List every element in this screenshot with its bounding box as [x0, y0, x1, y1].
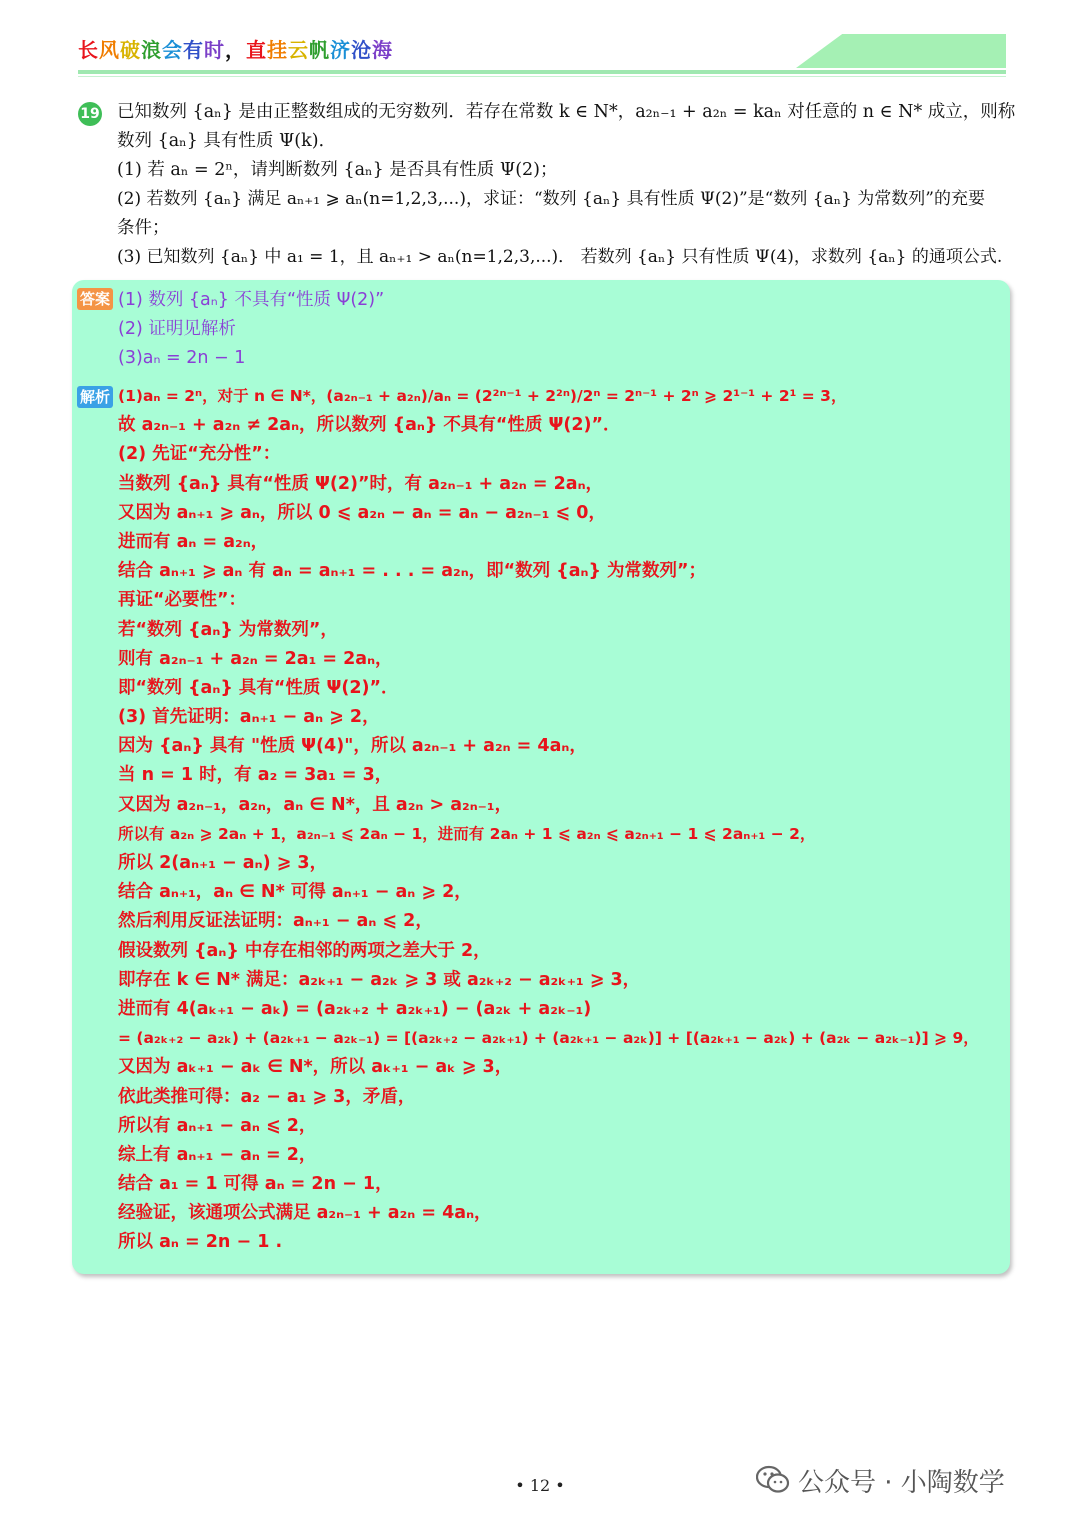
header-motto-char: 浪: [141, 38, 162, 62]
header-motto-char: 海: [372, 38, 393, 62]
problem-number-badge: 19: [78, 102, 102, 126]
answer-tag: 答案: [77, 288, 113, 310]
explanation-line: (2) 先证“充分性”：: [118, 444, 281, 465]
answer-tag-wrap: [77, 288, 113, 310]
explanation-line: (1)aₙ = 2ⁿ，对于 n ∈ N*，(a₂ₙ₋₁ + a₂ₙ)/aₙ = (2²ⁿ⁻¹ + 2²ⁿ)/2ⁿ = 2ⁿ⁻¹ + 2ⁿ ⩾ 2¹⁻¹ + 2¹ = 3，: [118, 387, 847, 405]
explanation-line: 进而有 4(aₖ₊₁ − aₖ) = (a₂ₖ₊₂ + a₂ₖ₊₁) − (a₂ₖ + a₂ₖ₋₁): [118, 998, 592, 1019]
header-motto-char: 有: [183, 38, 204, 62]
header-divider-thin: [78, 76, 1006, 77]
explanation-line: 又因为 aₖ₊₁ − aₖ ∈ N*，所以 aₖ₊₁ − aₖ ⩾ 3，: [118, 1057, 513, 1078]
solution-panel: [72, 280, 1010, 1274]
header-decoration: [796, 34, 1006, 68]
problem-line: 数列 {aₙ} 具有性质 Ψ(k)．: [117, 131, 337, 151]
explanation-line: 若“数列 {aₙ} 为常数列”，: [118, 619, 338, 640]
header-motto-char: 会: [162, 38, 183, 62]
header-divider: [78, 70, 1006, 74]
answer-line: (1) 数列 {aₙ} 不具有“性质 Ψ(2)”: [118, 290, 385, 310]
explanation-line: 综上有 aₙ₊₁ − aₙ = 2，: [118, 1144, 317, 1165]
explanation-line: 当数列 {aₙ} 具有“性质 Ψ(2)”时，有 a₂ₙ₋₁ + a₂ₙ = 2aₙ，: [118, 473, 604, 494]
header-motto-char: ，: [225, 38, 246, 62]
header-motto-char: 直: [246, 38, 267, 62]
explanation-line: 进而有 aₙ = a₂ₙ，: [118, 531, 269, 552]
header-motto-char: 云: [288, 38, 309, 62]
explanation-line: 然后利用反证法证明：aₙ₊₁ − aₙ ⩽ 2，: [118, 911, 433, 932]
explanation-section: [118, 382, 979, 1258]
problem-line: 条件；: [117, 218, 170, 238]
answer-line: (3)aₙ = 2n − 1: [118, 348, 246, 369]
explanation-line: 所以 2(aₙ₊₁ − aₙ) ⩾ 3，: [118, 853, 328, 873]
problem-line: (1) 若 aₙ = 2ⁿ，请判断数列 {aₙ} 是否具有性质 Ψ(2)；: [117, 160, 558, 180]
explanation-line: 又因为 aₙ₊₁ ⩾ aₙ，所以 0 ⩽ a₂ₙ − aₙ = aₙ − a₂ₙ₋₁ ⩽ 0，: [118, 502, 606, 523]
header-motto-char: 帆: [309, 38, 330, 62]
problem-line: 已知数列 {aₙ} 是由正整数组成的无穷数列．若存在常数 k ∈ N*，a₂ₙ₋₁ + a₂ₙ = kaₙ 对任意的 n ∈ N* 成立，则称: [117, 102, 1016, 122]
explanation-line: 所以 aₙ = 2n − 1 .: [118, 1232, 283, 1253]
answer-section: [118, 286, 384, 374]
explanation-line: 结合 aₙ₊₁ ⩾ aₙ 有 aₙ = aₙ₊₁ = . . . = a₂ₙ，即“数列 {aₙ} 为常数列”；: [118, 561, 707, 582]
watermark: [756, 1462, 1005, 1502]
answer-line: (2) 证明见解析: [118, 319, 236, 340]
problem-line: (3) 已知数列 {aₙ} 中 a₁ = 1，且 aₙ₊₁ > aₙ(n=1,2,3,...)． 若数列 {aₙ} 只有性质 Ψ(4)，求数列 {aₙ} 的通项公式.: [117, 247, 1003, 267]
explanation-tag: 解析: [77, 386, 113, 408]
explanation-line: (3) 首先证明：aₙ₊₁ − aₙ ⩾ 2，: [118, 707, 380, 728]
header-motto-char: 挂: [267, 38, 288, 62]
explanation-line: 又因为 a₂ₙ₋₁，a₂ₙ，aₙ ∈ N*，且 a₂ₙ > a₂ₙ₋₁，: [118, 794, 513, 815]
header-motto-char: 长: [78, 38, 99, 62]
header-motto: [78, 34, 393, 63]
explanation-line: 假设数列 {aₙ} 中存在相邻的两项之差大于 2，: [118, 940, 491, 961]
wechat-icon: [756, 1465, 790, 1502]
header-motto-char: 破: [120, 38, 141, 62]
explanation-line: 所以有 aₙ₊₁ − aₙ ⩽ 2，: [118, 1115, 317, 1136]
watermark-text: 公众号 · 小陶数学: [798, 1468, 1005, 1498]
explanation-line: = (a₂ₖ₊₂ − a₂ₖ) + (a₂ₖ₊₁ − a₂ₖ₋₁) = [(a₂ₖ₊₂ − a₂ₖ₊₁) + (a₂ₖ₊₁ − a₂ₖ)] + [(a₂ₖ₊₁ − a₂ₖ) + (a₂ₖ − a₂ₖ₋₁)] ⩾ 9，: [118, 1029, 979, 1048]
explanation-line: 结合 aₙ₊₁，aₙ ∈ N* 可得 aₙ₊₁ − aₙ ⩾ 2，: [118, 882, 472, 903]
header-motto-char: 沧: [351, 38, 372, 62]
explanation-line: 再证“必要性”：: [118, 590, 247, 611]
explanation-line: 因为 {aₙ} 具有 "性质 Ψ(4)"，所以 a₂ₙ₋₁ + a₂ₙ = 4aₙ，: [118, 736, 587, 757]
header-motto-char: 时: [204, 38, 225, 62]
header-motto-char: 济: [330, 38, 351, 62]
explanation-line: 即存在 k ∈ N* 满足：a₂ₖ₊₁ − a₂ₖ ⩾ 3 或 a₂ₖ₊₂ − a₂ₖ₊₁ ⩾ 3，: [118, 969, 641, 990]
explanation-line: 所以有 a₂ₙ ⩾ 2aₙ + 1，a₂ₙ₋₁ ⩽ 2aₙ − 1，进而有 2aₙ + 1 ⩽ a₂ₙ ⩽ a₂ₙ₊₁ − 1 ⩽ 2aₙ₊₁ − 2，: [118, 824, 816, 843]
page-number: • 12 •: [515, 1476, 565, 1495]
explanation-line: 依此类推可得：a₂ − a₁ ⩾ 3，矛盾，: [118, 1086, 416, 1107]
explanation-line: 当 n = 1 时，有 a₂ = 3a₁ = 3，: [118, 765, 393, 786]
problem-line: (2) 若数列 {aₙ} 满足 aₙ₊₁ ⩾ aₙ(n=1,2,3,...)，求证：“数列 {aₙ} 具有性质 Ψ(2)”是“数列 {aₙ} 为常数列”的充要: [117, 189, 985, 209]
problem-statement: [78, 98, 1016, 272]
explanation-line: 即“数列 {aₙ} 具有“性质 Ψ(2)”．: [118, 677, 399, 698]
explanation-tag-wrap: [77, 386, 113, 408]
explanation-line: 经验证，该通项公式满足 a₂ₙ₋₁ + a₂ₙ = 4aₙ，: [118, 1203, 492, 1224]
explanation-line: 结合 a₁ = 1 可得 aₙ = 2n − 1，: [118, 1174, 393, 1195]
page-header: [78, 28, 1006, 80]
explanation-line: 故 a₂ₙ₋₁ + a₂ₙ ≠ 2aₙ，所以数列 {aₙ} 不具有“性质 Ψ(2)”．: [118, 415, 621, 436]
header-motto-char: 风: [99, 38, 120, 62]
explanation-line: 则有 a₂ₙ₋₁ + a₂ₙ = 2a₁ = 2aₙ，: [118, 648, 393, 669]
